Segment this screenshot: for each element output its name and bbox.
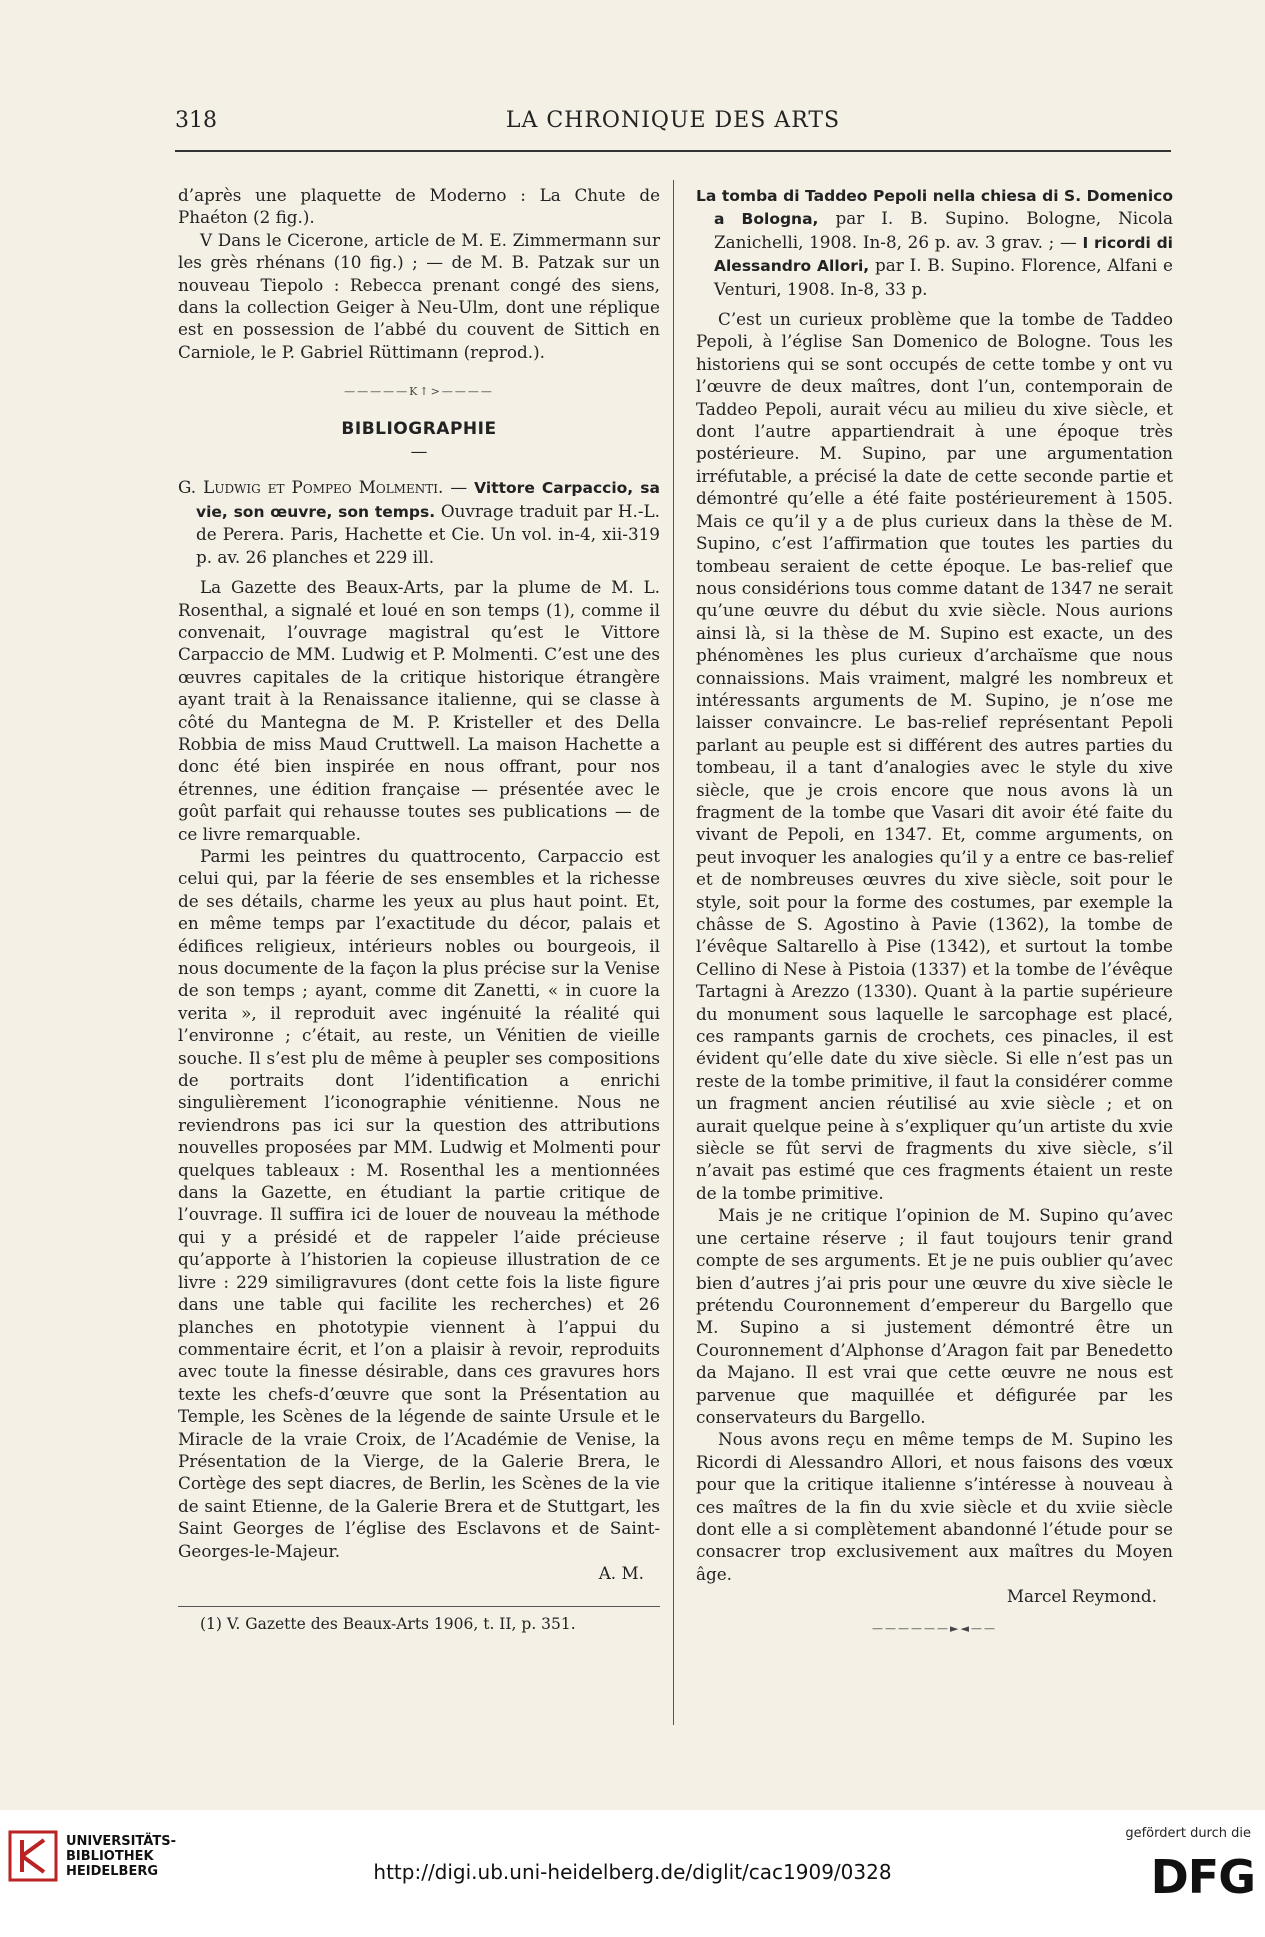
paragraph: Parmi les peintres du quattrocento, Carpaccio est celui qui, par la féerie de ses ensembles et la richesse de ses détails, charme les yeux au plus haut point. Et, en même temps par l’exactitude du décor, palais et édifices religieux, intérieurs nobles ou bourgeois, il nous documente de la façon la plus précise sur la Venise de son temps ; ayant, comme dit Zanetti, « in cuore la verita », il reproduit avec ingénuité la réalité qui l’environne ; c’était, au reste, un Vénitien de vieille souche. Il s’est plu de même à peupler ses compositions de portraits dont l’identification a enrichi singulièrement l’iconographie vénitienne. Nous ne reviendrons pas ici sur la question des attributions nouvelles proposées par MM. Ludwig et Molmenti pour quelques tableaux : M. Rosenthal les a mentionnées dans la Gazette, en étudiant la partie critique de l’ouvrage. Il suffira ici de louer de nouveau la méthode qui y a présidé et de rappeler l’aide précieuse qu’apporte à l’historien la copieuse illustration de ce livre : 229 similigravures (dont cette fois la liste figure dans une table qui facilite les recherches) et 26 planches en phototypie viennent à l’appui du commentaire écrit, et l’on a plaisir à revoir, reproduits avec toute la finesse désirable, dans ces gravures hors texte les chefs-d’œuvre que sont la Présentation au Temple, les Scènes de la légende de sainte Ursule et le Miracle de la vraie Croix, de l’Académie de Venise, la Présentation de la Vierge, de la Galerie Brera, le Cortège des sept diacres, de Berlin, les Scènes de la vie de saint Etienne, de la Galerie Brera et de Stuttgart, les Saint Georges de l’église des Esclavons et de Saint-Georges-le-Majeur. [178,845,660,1561]
bibliography-entry: G. Ludwig et Pompeo Molmenti. — Vittore Carpaccio, sa vie, son œuvre, son temps. Ouvrage traduit par H.-L. de Perera. Paris, Hachette et Cie. Un vol. in-4, xii-319 p. av. 26 planches et 229 ill. [178,477,660,567]
paragraph: Nous avons reçu en même temps de M. Supino les Ricordi di Alessandro Allori, et nous faisons des vœux pour que la critique italienne s’intéresse à nouveau à ces maîtres de la fin du xvie siècle et du xviie siècle dont elle a si complètement abandonné l’étude pour se consacrer trop exclusivement aux maîtres du Moyen âge. [696,1429,1173,1584]
paragraph: Mais je ne critique l’opinion de M. Supino qu’avec une certaine réserve ; il faut toujours tenir grand compte de ses arguments. Et je ne puis oublier qu’avec bien d’autres j’ai pris pour une œuvre du xive siècle le prétendu Couronnement d’empereur du Bargello que M. Supino a si justement démontré être un Couronnement d’Alphonse d’Aragon fait par Benedetto da Majano. Il est vrai que cette œuvre ne nous est parvenue que maquillée et défigurée par les conservateurs du Bargello. [696,1205,1173,1427]
bibliography-entry: La tomba di Taddeo Pepoli nella chiesa di S. Domenico a Bologna, par I. B. Supino. Bologne, Nicola Zanichelli, 1908. In-8, 26 p. av. 3 grav. ; — I ricordi di Alessandro Allori, par I. B. Supino. Florence, Alfani e Venturi, 1908. In-8, 33 p. [696,187,1173,299]
paragraph: V Dans le Cicerone, article de M. E. Zimmermann sur les grès rhénans (10 fig.) ; — de M. B. Patzak sur un nouveau Tiepolo : Rebecca prenant congé des siens, dans la collection Geiger à Neu-Ulm, dont une réplique est en possession de l’abbé du couvent de Sittich en Carniole, le P. Gabriel Rüttimann (reprod.). [178,229,660,362]
end-ornament: ——————►◄—— [872,1621,997,1635]
column-divider [673,180,674,1725]
footnote: (1) V. Gazette des Beaux-Arts 1906, t. II, p. 351. [200,1615,576,1634]
paragraph: C’est un curieux problème que la tombe de Taddeo Pepoli, à l’église San Domenico de Bologne. Tous les historiens qui se sont occupés de cette tombe y ont vu l’œuvre de deux maîtres, dont l’un, contemporain de Taddeo Pepoli, aurait vécu au milieu du xive siècle, et dont l’autre appartiendrait à une époque très postérieure. M. Supino, par une argumentation irréfutable, a précisé la date de cette seconde partie et démontré qu’elle a été faite postérieurement à 1505. Mais ce qu’il y a de plus curieux dans la thèse de M. Supino, c’est l’affirmation que toutes les parties du tombeau seraient de cette époque. Le bas-relief que nous considérions tous comme datant de 1347 ne serait qu’une œuvre du début du xvie siècle. Nous aurions ainsi là, si la thèse de M. Supino est exacte, un des phénomènes les plus curieux d’archaïsme que nous connaissions. Mais vraiment, malgré les nombreux et intéressants arguments de M. Supino, je n’ose me laisser convaincre. Le bas-relief représentant Pepoli parlant au peuple est si différent des autres parties du tombeau, il a tant d’analogies avec le style du xive siècle, que je crois encore que nous avons là un fragment de la tombe que Vasari dit avoir été faite du vivant de Pepoli, en 1347. Et, comme arguments, on peut invoquer les analogies qu’il y a entre ce bas-relief et de nombreuses œuvres du xive siècle, soit pour le style, soit pour la forme des costumes, par exemple la châsse de S. Agostino à Pavie (1362), la tombe de l’évêque Saltarello à Pise (1342), et surtout la tombe Cellino di Nese à Pistoia (1337) et la tombe de l’évêque Tartagni à Arezzo (1330). Quant à la partie supérieure du monument sous laquelle le sarcophage est placé, ces rampants garnis de crochets, ces pinacles, il est évident qu’elle date du xive siècle. Si elle n’est pas un reste de la tombe primitive, il faut la considérer comme un fragment ancien réutilisé au xvie siècle ; et on aurait quelque peine à s’expliquer qu’un artiste du xvie siècle se fût servi de fragments du xive siècle, s’il n’avait pas estimé que ces fragments étaient un reste de la tombe primitive. [696,309,1173,1203]
page-header [175,108,1171,138]
page-number: 318 [175,108,217,133]
paragraph: d’après une plaquette de Moderno : La Chute de Phaéton (2 fig.). [178,185,660,228]
footnote-rule [178,1606,660,1607]
footer-bar [0,1810,1265,1937]
header-rule [175,150,1171,152]
section-separator: —————K↑>———— [344,385,494,399]
permalink[interactable]: http://digi.ub.uni-heidelberg.de/diglit/cac1909/0328 [373,1860,892,1884]
journal-title: LA CHRONIQUE DES ARTS [505,108,841,133]
paragraph: La Gazette des Beaux-Arts, par la plume de M. L. Rosenthal, a signalé et loué en son temps (1), comme il convenait, l’ouvrage magistral qu’est le Vittore Carpaccio de MM. Ludwig et P. Molmenti. C’est une des œuvres capitales de la critique historique étrangère ayant trait à la Renaissance italienne, qui se classe à côté du Mantegna de M. P. Kristeller et des Della Robbia de miss Maud Cruttwell. La maison Hachette a donc été bien inspirée en nous offrant, pour nos étrennes, une édition française — présentée avec le goût parfait qui rehausse toutes ses publications — de ce livre remarquable. [178,577,660,844]
left-column [178,184,660,1636]
section-title: BIBLIOGRAPHIE [341,418,497,439]
funding-label: gefördert durch die [1125,1826,1251,1841]
library-name: UNIVERSITÄTS- BIBLIOTHEK HEIDELBERG [66,1834,176,1879]
signature: A. M. [598,1562,644,1583]
signature: Marcel Reymond. [1006,1586,1157,1607]
dfg-logo: DFG [1150,1850,1255,1904]
section-dash: — [410,441,428,462]
right-column [696,184,1173,1654]
